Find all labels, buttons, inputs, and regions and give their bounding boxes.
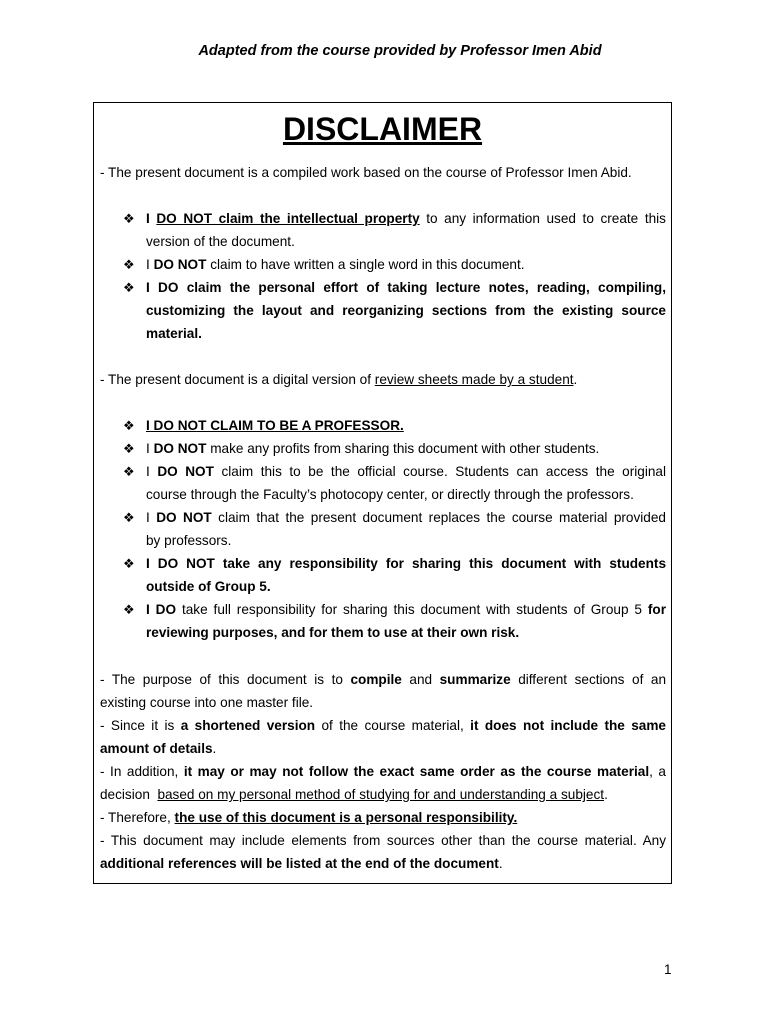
bullet-icon: ❖ xyxy=(123,510,135,525)
bullet-not-professor: I DO NOT CLAIM TO BE A PROFESSOR. xyxy=(146,418,404,433)
disclaimer-box xyxy=(93,102,672,884)
page-number: 1 xyxy=(664,962,672,977)
bullet-icon: ❖ xyxy=(123,464,135,479)
personal-responsibility-paragraph: - Therefore, the use of this document is a personal responsibility. xyxy=(100,810,518,825)
bullet-personal-effort: I DO claim the personal effort of taking lecture notes, reading, compiling, xyxy=(146,280,666,295)
bullet-no-responsibility: I DO NOT take any responsibility for sharing this document with students xyxy=(146,556,666,571)
bullet-icon: ❖ xyxy=(123,257,135,272)
digital-version-paragraph: - The present document is a digital version of review sheets made by a student. xyxy=(100,372,578,387)
sources-paragraph: - This document may include elements from sources other than the course material. Any xyxy=(100,833,666,848)
bullet-icon: ❖ xyxy=(123,418,135,433)
sources-paragraph-cont: additional references will be listed at the end of the document. xyxy=(100,856,503,871)
bullet-full-responsibility-cont: reviewing purposes, and for them to use at their own risk. xyxy=(146,625,520,640)
bullet-icon: ❖ xyxy=(123,602,135,617)
order-paragraph: - In addition, it may or may not follow the exact same order as the course material, a xyxy=(100,764,666,779)
bullet-icon: ❖ xyxy=(123,211,135,226)
disclaimer-title: DISCLAIMER xyxy=(282,111,483,147)
bullet-icon: ❖ xyxy=(123,280,135,295)
bullet-replaces-material: I DO NOT claim that the present document replaces the course material provided xyxy=(146,510,666,525)
bullet-icon: ❖ xyxy=(123,441,135,456)
bullet-official-course-cont: course through the Faculty’s photocopy center, or directly through the professors. xyxy=(146,487,634,502)
bullet-official-course: I DO NOT claim this to be the official course. Students can access the original xyxy=(146,464,666,479)
running-header: Adapted from the course provided by Professor Imen Abid xyxy=(198,43,602,59)
bullet-replaces-material-cont: by professors. xyxy=(146,533,232,548)
bullet-icon: ❖ xyxy=(123,556,135,571)
bullet-intellectual-property-cont: version of the document. xyxy=(146,234,295,249)
shortened-version-paragraph: - Since it is a shortened version of the course material, it does not include the same xyxy=(100,718,666,733)
order-paragraph-cont: decision based on my personal method of studying for and understanding a subject. xyxy=(100,787,608,802)
bullet-full-responsibility: I DO take full responsibility for sharing this document with students of Group 5 for xyxy=(146,602,666,617)
bullet-no-profits: I DO NOT make any profits from sharing this document with other students. xyxy=(146,441,600,456)
bullet-personal-effort-cont: customizing the layout and reorganizing sections from the existing source xyxy=(146,303,666,318)
shortened-version-paragraph-cont: amount of details. xyxy=(100,741,217,756)
bullet-no-responsibility-cont: outside of Group 5. xyxy=(146,579,271,594)
bullet-personal-effort-end: material. xyxy=(146,326,202,341)
purpose-paragraph: - The purpose of this document is to compile and summarize different sections of an xyxy=(100,672,667,687)
bullet-intellectual-property: I DO NOT claim the intellectual property to any information used to create this xyxy=(146,211,666,226)
bullet-single-word: I DO NOT claim to have written a single word in this document. xyxy=(146,257,525,272)
purpose-paragraph-cont: existing course into one master file. xyxy=(100,695,314,710)
intro-paragraph: - The present document is a compiled work based on the course of Professor Imen Abid. xyxy=(100,165,632,180)
